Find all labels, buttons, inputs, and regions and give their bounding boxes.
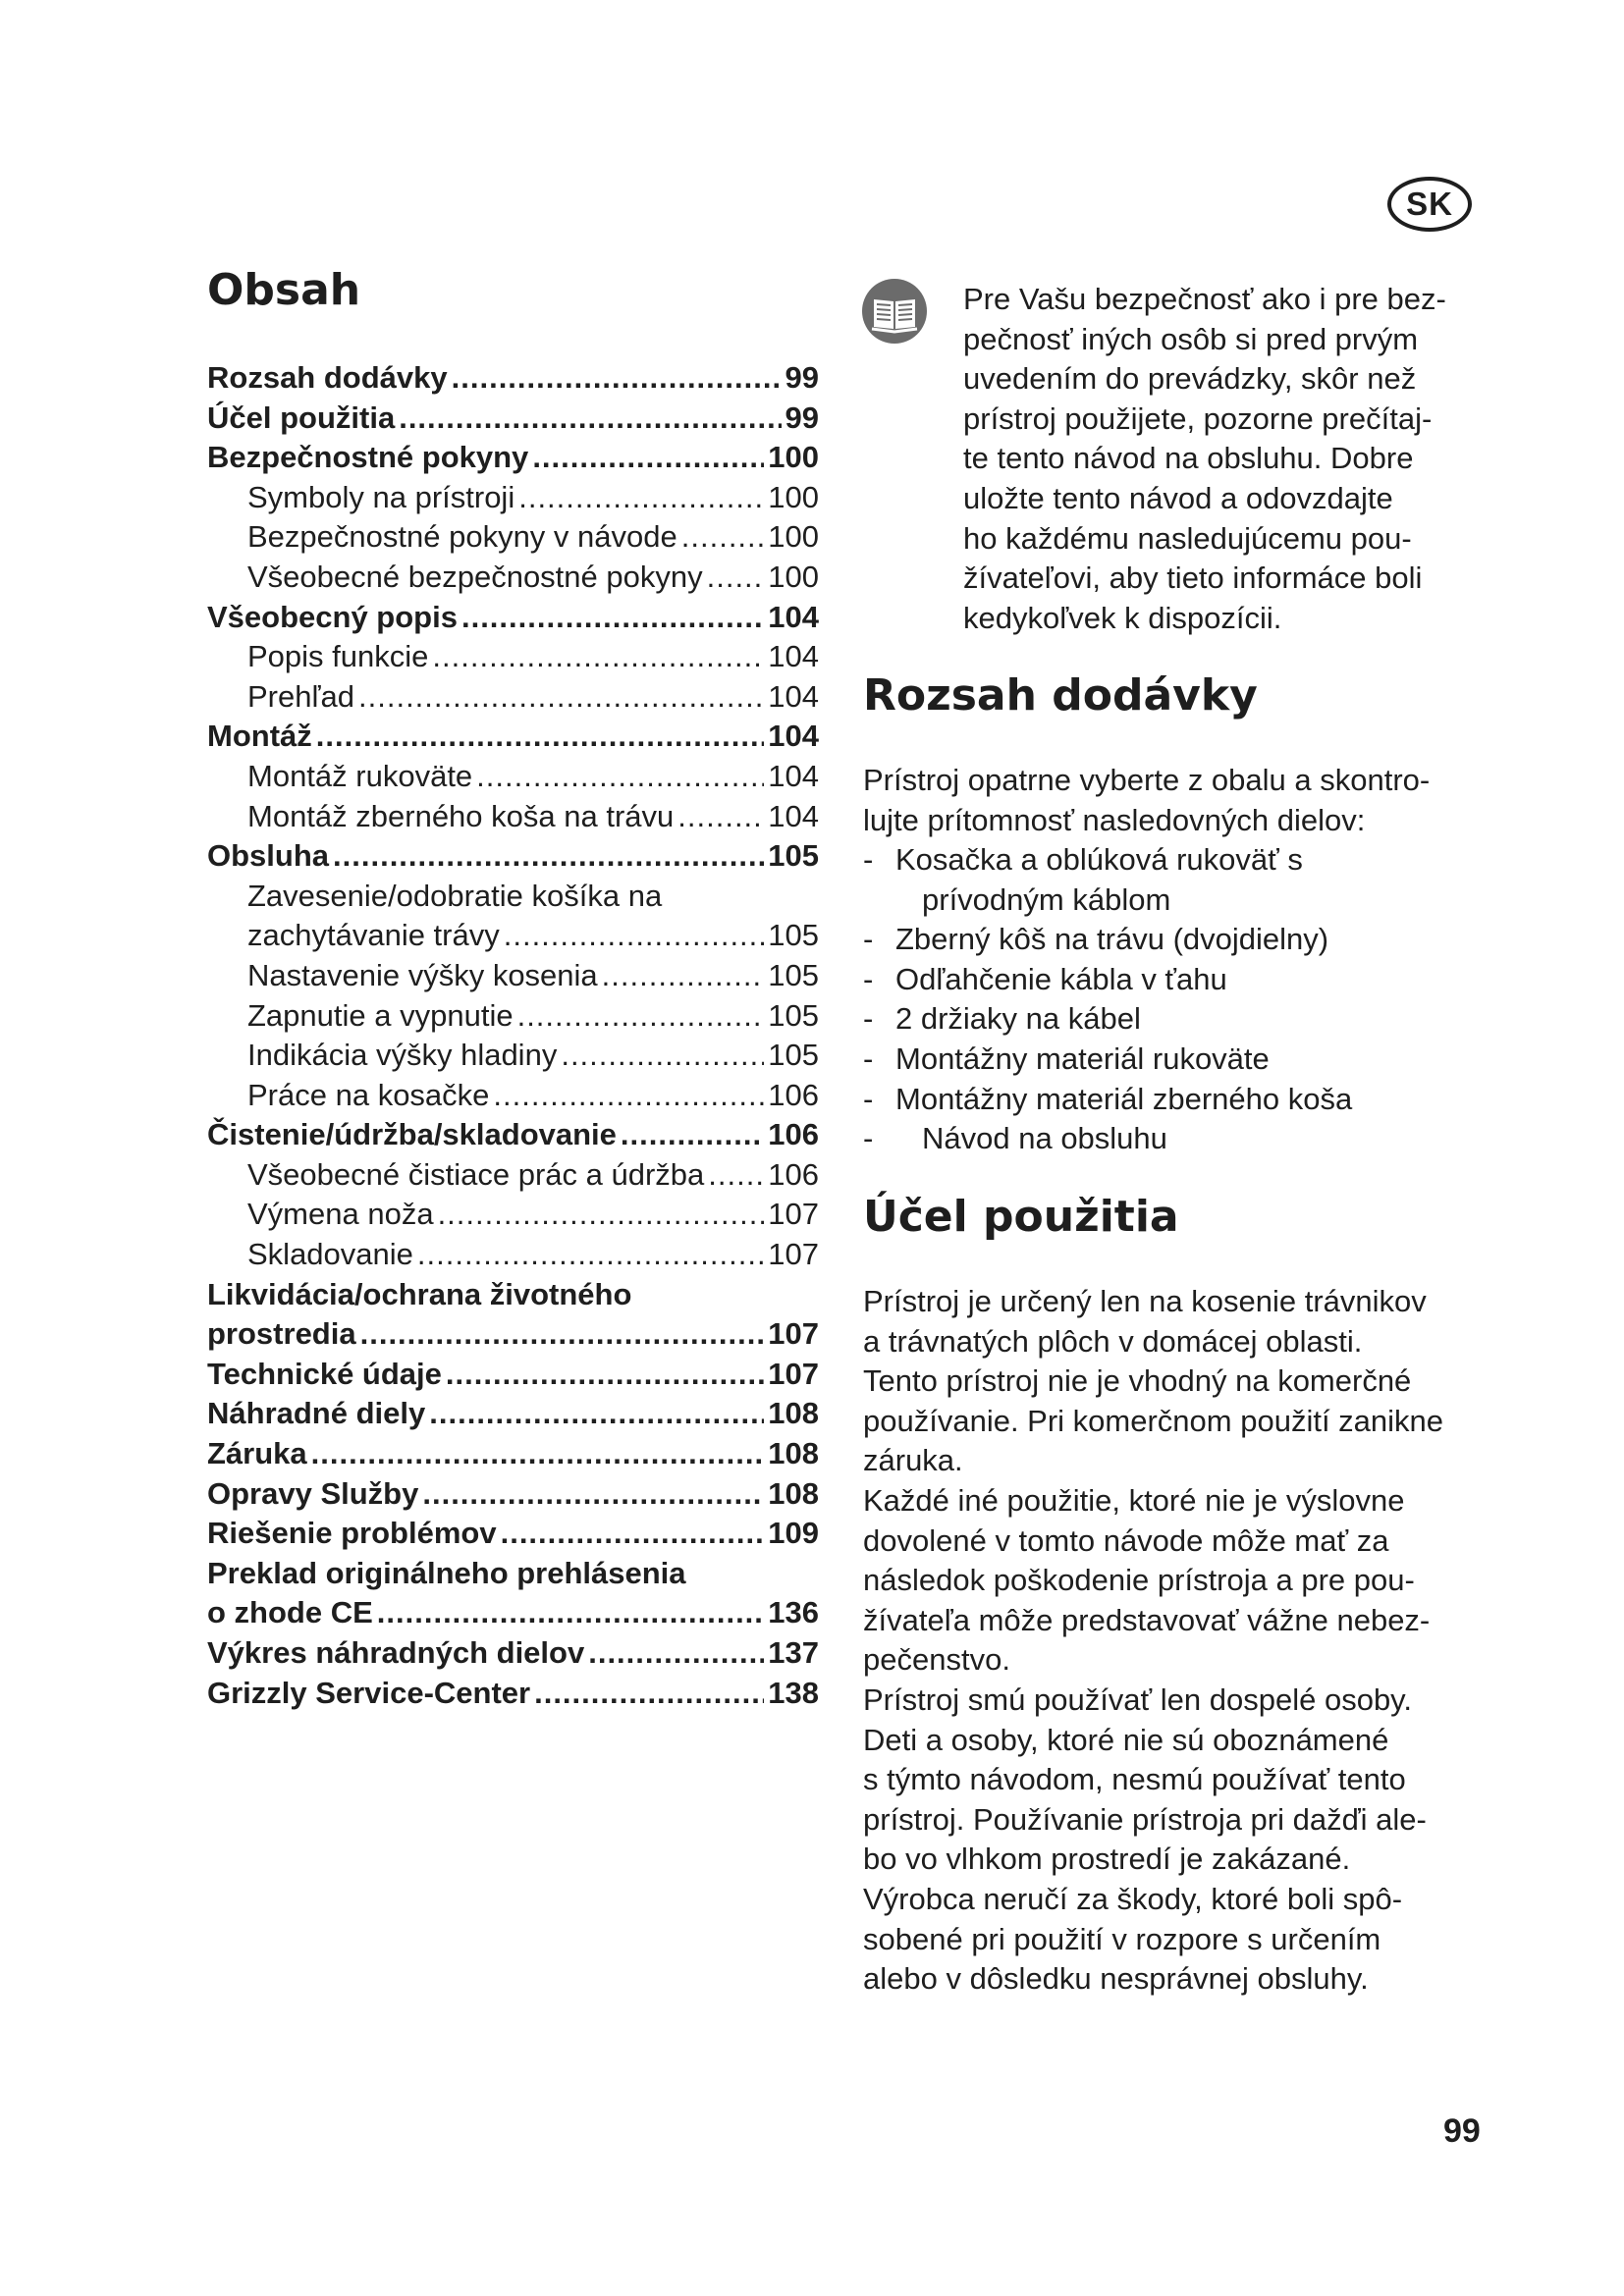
toc-leader-dots bbox=[377, 1593, 764, 1633]
toc-leader-dots bbox=[316, 717, 765, 757]
toc-entry-page: 104 bbox=[768, 798, 819, 833]
toc-entry-label: Čistenie/údržba/skladovanie bbox=[207, 1117, 617, 1152]
toc-entry[interactable] bbox=[207, 1115, 819, 1155]
toc-entry-page: 100 bbox=[768, 559, 819, 594]
toc-entry[interactable] bbox=[207, 717, 819, 757]
delivery-list bbox=[863, 840, 1491, 1159]
toc-leader-dots bbox=[501, 1514, 765, 1554]
toc-entry-label: Práce na kosačke bbox=[247, 1077, 490, 1112]
toc-entry[interactable] bbox=[207, 478, 819, 518]
toc-entry[interactable] bbox=[207, 836, 819, 877]
toc-entry[interactable] bbox=[207, 797, 819, 837]
list-item-container bbox=[895, 999, 1491, 1040]
toc-entry-label: prostredia bbox=[207, 1316, 356, 1352]
list-item-container bbox=[895, 1119, 1491, 1159]
toc-entry-page: 108 bbox=[768, 1475, 819, 1511]
purpose-line: Každé iné použitie, ktoré nie je výslovne bbox=[863, 1482, 1405, 1518]
toc-entry-page: 106 bbox=[768, 1117, 819, 1152]
toc-entry[interactable] bbox=[207, 877, 819, 917]
toc-entry-label: Účel použitia bbox=[207, 400, 396, 435]
toc-entry-page: 105 bbox=[768, 838, 819, 874]
toc-entry[interactable] bbox=[207, 1355, 819, 1395]
note-line: pečnosť iných osôb si pred prvým bbox=[963, 321, 1419, 356]
page-number: 99 bbox=[1443, 2112, 1481, 2150]
toc-title: Obsah bbox=[207, 265, 361, 315]
list-item-container bbox=[895, 920, 1491, 960]
toc-entry-label: Zapnutie a vypnutie bbox=[247, 997, 514, 1033]
toc-leader-dots bbox=[517, 996, 765, 1037]
book-icon bbox=[861, 278, 928, 345]
list-item-text: Montážny materiál rukoväte bbox=[895, 1041, 1270, 1076]
list-dash: - bbox=[863, 1121, 874, 1156]
toc-entry-page: 104 bbox=[768, 678, 819, 714]
toc-leader-dots bbox=[461, 598, 764, 638]
toc-leader-dots bbox=[707, 558, 765, 598]
toc-entry-page: 106 bbox=[768, 1077, 819, 1112]
list-dash: - bbox=[863, 922, 874, 957]
toc-entry-page: 109 bbox=[768, 1516, 819, 1551]
toc-entry[interactable] bbox=[207, 677, 819, 718]
toc-entry[interactable] bbox=[207, 757, 819, 797]
delivery-heading: Rozsah dodávky bbox=[863, 670, 1258, 721]
list-item bbox=[863, 960, 1491, 1000]
toc-entry-label: Skladovanie bbox=[247, 1237, 413, 1272]
toc-entry-label: Výmena noža bbox=[247, 1197, 434, 1232]
note-line: kedykoľvek k dispozícii. bbox=[963, 600, 1282, 635]
intro-line: Prístroj opatrne vyberte z obalu a skontro- bbox=[863, 763, 1431, 797]
table-of-contents bbox=[207, 358, 819, 1713]
list-item bbox=[863, 999, 1491, 1040]
toc-leader-dots bbox=[534, 1674, 764, 1714]
toc-leader-dots bbox=[311, 1434, 765, 1474]
toc-entry[interactable] bbox=[207, 1036, 819, 1076]
purpose-line: následok poškodenie prístroja a pre pou- bbox=[863, 1563, 1415, 1598]
list-item-continuation: prívodným káblom bbox=[922, 881, 1171, 917]
toc-entry-label: Technické údaje bbox=[207, 1356, 442, 1391]
list-item-text: Zberný kôš na trávu (dvojdielny) bbox=[895, 922, 1329, 957]
toc-entry-page: 104 bbox=[768, 639, 819, 674]
toc-leader-dots bbox=[446, 1355, 764, 1395]
list-item bbox=[863, 1080, 1491, 1120]
toc-entry[interactable] bbox=[207, 438, 819, 478]
purpose-line: dovolené v tomto návode môže mať za bbox=[863, 1522, 1389, 1558]
note-line: uložte tento návod a odovzdajte bbox=[963, 480, 1393, 515]
toc-entry-label: Opravy Služby bbox=[207, 1475, 419, 1511]
toc-entry[interactable] bbox=[207, 1394, 819, 1434]
toc-leader-dots bbox=[452, 358, 782, 399]
list-dash: - bbox=[863, 961, 874, 996]
safety-note bbox=[963, 280, 1484, 638]
toc-leader-dots bbox=[677, 797, 764, 837]
toc-entry-page: 108 bbox=[768, 1396, 819, 1431]
note-line: ho každému nasledujúcemu pou- bbox=[963, 520, 1412, 556]
toc-entry[interactable] bbox=[207, 1434, 819, 1474]
purpose-line: Tento prístroj nie je vhodný na komerčné bbox=[863, 1363, 1412, 1399]
purpose-line: Výrobca neručí za škody, ktoré boli spô- bbox=[863, 1881, 1403, 1916]
toc-entry-page: 105 bbox=[768, 1038, 819, 1073]
purpose-line: alebo v dôsledku nesprávnej obsluhy. bbox=[863, 1961, 1369, 1997]
toc-entry-label: Symboly na prístroji bbox=[247, 479, 515, 514]
purpose-line: Deti a osoby, ktoré nie sú oboznámené bbox=[863, 1722, 1389, 1757]
toc-entry-page: 138 bbox=[768, 1675, 819, 1710]
purpose-heading: Účel použitia bbox=[863, 1192, 1179, 1242]
toc-leader-dots bbox=[422, 1474, 764, 1515]
toc-entry-label: Prehľad bbox=[247, 678, 354, 714]
note-line: Pre Vašu bezpečnosť ako i pre bez- bbox=[963, 282, 1446, 316]
purpose-line: sobené pri použití v rozpore s určením bbox=[863, 1921, 1381, 1956]
toc-leader-dots bbox=[360, 1314, 765, 1355]
toc-leader-dots bbox=[399, 399, 781, 439]
toc-entry[interactable] bbox=[207, 1235, 819, 1275]
note-line: uvedením do prevádzky, skôr než bbox=[963, 361, 1417, 397]
toc-leader-dots bbox=[504, 916, 765, 956]
list-dash: - bbox=[863, 1001, 874, 1037]
toc-entry[interactable] bbox=[207, 1155, 819, 1196]
toc-entry-label: Popis funkcie bbox=[247, 639, 429, 674]
toc-entry-label: Preklad originálneho prehlásenia bbox=[207, 1555, 686, 1590]
purpose-line: s týmto návodom, nesmú používať tento bbox=[863, 1762, 1406, 1797]
list-item bbox=[863, 920, 1491, 960]
toc-entry-page: 104 bbox=[768, 599, 819, 634]
toc-entry[interactable] bbox=[207, 558, 819, 598]
toc-entry[interactable] bbox=[207, 1633, 819, 1674]
toc-entry-label: Rozsah dodávky bbox=[207, 360, 448, 395]
toc-entry[interactable] bbox=[207, 1554, 819, 1594]
purpose-line: používanie. Pri komerčnom použití zanikne bbox=[863, 1403, 1444, 1438]
purpose-line: žívateľa môže predstavovať vážne nebez- bbox=[863, 1602, 1431, 1637]
toc-entry-page: 107 bbox=[768, 1237, 819, 1272]
toc-entry-label: Záruka bbox=[207, 1436, 307, 1471]
list-item-text: Montážny materiál zberného koša bbox=[895, 1081, 1353, 1116]
toc-leader-dots bbox=[333, 836, 764, 877]
list-item-text: Návod na obsluhu bbox=[922, 1121, 1167, 1156]
toc-entry[interactable] bbox=[207, 916, 819, 956]
toc-entry-label: zachytávanie trávy bbox=[247, 918, 500, 953]
toc-entry-page: 107 bbox=[768, 1356, 819, 1391]
toc-leader-dots bbox=[417, 1235, 764, 1275]
list-item-text: Odľahčenie kábla v ťahu bbox=[895, 961, 1227, 996]
list-item-text: Kosačka a oblúková rukoväť s bbox=[895, 842, 1303, 877]
list-dash: - bbox=[863, 1081, 874, 1116]
list-item bbox=[863, 1119, 1491, 1159]
list-item-text: 2 držiaky na kábel bbox=[895, 1001, 1141, 1037]
toc-entry-label: Všeobecné čistiace prác a údržba bbox=[247, 1156, 705, 1192]
toc-leader-dots bbox=[476, 757, 764, 797]
toc-leader-dots bbox=[621, 1115, 764, 1155]
toc-entry-label: Všeobecný popis bbox=[207, 599, 458, 634]
toc-entry-label: Indikácia výšky hladiny bbox=[247, 1038, 558, 1073]
toc-entry-page: 105 bbox=[768, 918, 819, 953]
toc-entry-label: Montáž rukoväte bbox=[247, 758, 473, 793]
toc-leader-dots bbox=[493, 1076, 764, 1116]
toc-entry-label: Nastavenie výšky kosenia bbox=[247, 957, 598, 992]
toc-entry[interactable] bbox=[207, 1195, 819, 1235]
toc-entry[interactable] bbox=[207, 1593, 819, 1633]
intro-line: lujte prítomnosť nasledovných dielov: bbox=[863, 802, 1366, 837]
list-item-container bbox=[895, 1040, 1491, 1080]
purpose-line: pečenstvo. bbox=[863, 1642, 1010, 1678]
toc-entry-page: 137 bbox=[768, 1635, 819, 1670]
toc-entry[interactable] bbox=[207, 1474, 819, 1515]
purpose-line: Prístroj je určený len na kosenie trávnikov bbox=[863, 1284, 1427, 1318]
toc-entry-page: 99 bbox=[785, 400, 819, 435]
toc-entry[interactable] bbox=[207, 956, 819, 996]
toc-leader-dots bbox=[532, 438, 764, 478]
toc-entry-page: 107 bbox=[768, 1316, 819, 1352]
toc-entry-label: Bezpečnostné pokyny v návode bbox=[247, 519, 677, 555]
toc-leader-dots bbox=[429, 1394, 764, 1434]
toc-entry-page: 105 bbox=[768, 997, 819, 1033]
toc-entry[interactable] bbox=[207, 1275, 819, 1315]
toc-leader-dots bbox=[561, 1036, 764, 1076]
toc-leader-dots bbox=[708, 1155, 764, 1196]
toc-entry-label: Grizzly Service-Center bbox=[207, 1675, 531, 1710]
toc-entry-page: 106 bbox=[768, 1156, 819, 1192]
note-line: prístroj použijete, pozorne prečítaj- bbox=[963, 400, 1433, 436]
toc-entry[interactable] bbox=[207, 996, 819, 1037]
toc-entry[interactable] bbox=[207, 399, 819, 439]
toc-entry[interactable] bbox=[207, 358, 819, 399]
toc-leader-dots bbox=[438, 1195, 765, 1235]
toc-leader-dots bbox=[358, 677, 764, 718]
toc-entry[interactable] bbox=[207, 1674, 819, 1714]
toc-entry[interactable] bbox=[207, 1314, 819, 1355]
toc-entry-page: 108 bbox=[768, 1436, 819, 1471]
toc-entry-label: Riešenie problémov bbox=[207, 1516, 497, 1551]
list-item-container bbox=[895, 1080, 1491, 1120]
toc-entry-label: Montáž bbox=[207, 719, 312, 754]
purpose-line: Prístroj smú používať len dospelé osoby. bbox=[863, 1682, 1412, 1717]
purpose-line: bo vo vlhkom prostredí je zakázané. bbox=[863, 1842, 1351, 1877]
list-item-container bbox=[895, 840, 1491, 920]
toc-entry-label: Zavesenie/odobratie košíka na bbox=[247, 878, 663, 913]
toc-entry[interactable] bbox=[207, 1514, 819, 1554]
note-line: žívateľovi, aby tieto informáce boli bbox=[963, 561, 1423, 596]
language-badge: SK bbox=[1387, 177, 1472, 232]
toc-entry[interactable] bbox=[207, 1076, 819, 1116]
purpose-line: a trávnatých plôch v domácej oblasti. bbox=[863, 1323, 1363, 1359]
toc-entry-page: 104 bbox=[768, 758, 819, 793]
toc-entry-page: 107 bbox=[768, 1197, 819, 1232]
toc-leader-dots bbox=[432, 637, 764, 677]
toc-entry-label: Obsluha bbox=[207, 838, 330, 874]
toc-entry-page: 105 bbox=[768, 957, 819, 992]
note-line: te tento návod na obsluhu. Dobre bbox=[963, 441, 1414, 476]
toc-entry-page: 100 bbox=[768, 479, 819, 514]
toc-entry[interactable] bbox=[207, 598, 819, 638]
list-dash: - bbox=[863, 842, 874, 877]
toc-leader-dots bbox=[681, 517, 765, 558]
toc-entry-page: 100 bbox=[768, 519, 819, 555]
purpose-line: prístroj. Používanie prístroja pri dažďi ale- bbox=[863, 1801, 1427, 1837]
list-item bbox=[863, 840, 1491, 920]
toc-entry-label: Výkres náhradných dielov bbox=[207, 1635, 585, 1670]
toc-entry-label: Montáž zberného koša na trávu bbox=[247, 798, 675, 833]
purpose-line: záruka. bbox=[863, 1443, 963, 1478]
toc-leader-dots bbox=[602, 956, 765, 996]
toc-leader-dots bbox=[518, 478, 764, 518]
delivery-intro bbox=[863, 761, 1491, 840]
toc-entry-page: 100 bbox=[768, 440, 819, 475]
toc-entry-page: 136 bbox=[768, 1595, 819, 1630]
toc-entry[interactable] bbox=[207, 517, 819, 558]
toc-entry[interactable] bbox=[207, 637, 819, 677]
toc-entry-page: 99 bbox=[785, 360, 819, 395]
toc-entry-label: Náhradné diely bbox=[207, 1396, 426, 1431]
toc-entry-label: Likvidácia/ochrana životného bbox=[207, 1276, 632, 1311]
toc-entry-label: o zhode CE bbox=[207, 1595, 373, 1630]
list-item bbox=[863, 1040, 1491, 1080]
toc-entry-label: Bezpečnostné pokyny bbox=[207, 440, 529, 475]
list-dash: - bbox=[863, 1041, 874, 1076]
toc-entry-label: Všeobecné bezpečnostné pokyny bbox=[247, 559, 703, 594]
toc-entry-page: 104 bbox=[768, 719, 819, 754]
toc-leader-dots bbox=[588, 1633, 764, 1674]
list-item-container bbox=[895, 960, 1491, 1000]
purpose-text bbox=[863, 1282, 1491, 2000]
